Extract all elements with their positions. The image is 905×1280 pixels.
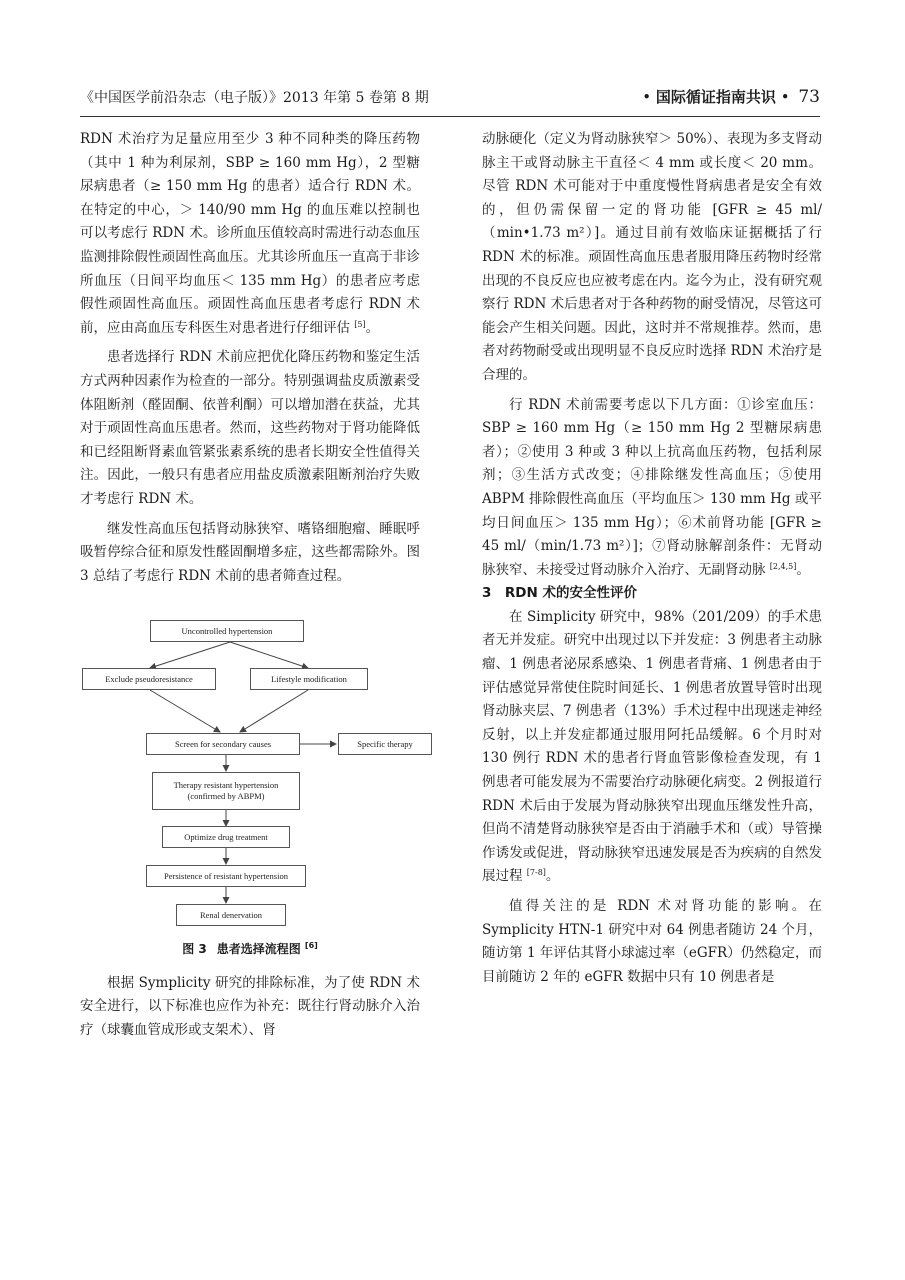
right-column — [482, 128, 822, 989]
resistant-line-1: Therapy resistant hypertension — [173, 780, 279, 791]
caption-text: 患者选择流程图 — [216, 942, 301, 957]
running-header — [80, 88, 820, 114]
resistant-line-2: (confirmed by ABPM) — [187, 791, 265, 802]
right-p3-end: 。 — [545, 868, 560, 885]
left-paragraph-1 — [80, 128, 420, 340]
section-heading-3: 3 RDN 术的安全性评价 — [482, 585, 637, 602]
left-paragraph-2: 患者选择行 RDN 术前应把优化降压药物和鉴定生活方式两种因素作为检查的一部分。特别强调盐皮质激素受体阻断剂（醛固酮、依普利酮）可以增加潜在获益，尤其对于顽固性高血压患者。然而，这些药物对于肾功能降低和已经阻断肾素血管紧张素系统的患者长期安全性值得关注。因此，一般只有患者应用盐皮质激素阻断剂治疗失败才考虑行 RDN 术。 — [80, 349, 420, 507]
left-p1-end: 。 — [365, 319, 380, 336]
caption-ref: [6] — [304, 941, 318, 951]
header-bullet-2: • — [780, 88, 790, 106]
left-p1-text: RDN 术治疗为足量应用至少 3 种不同种类的降压药物（其中 1 种为利尿剂，SBP ≥ 160 mm Hg），2 型糖尿病患者（≥ 150 mm Hg 的患者）适合行 RDN 术。在特定的中心，＞ 140/90 mm Hg 的血压难以控制也可以考虑行 RDN 术。诊所血压值较高时需进行动态血压监测排除假性顽固性高血压。尤其诊所血压一直高于非诊所血压（日间平均血压＜ 135 mm Hg）的患者应考虑假性顽固性高血压。顽固性高血压患者考虑行 RDN 术前，应由高血压专科医生对患者进行仔细评估 — [80, 131, 420, 336]
right-p3-text: 在 Simplicity 研究中，98%（201/209）的手术患者无并发症。研究中出现过以下并发症：3 例患者主动脉瘤、1 例患者泌尿系感染、1 例患者背痛、1 例患者由于评估感觉异常使住院时间延长、1 例患者放置导管时出现肾动脉夹层、7 例患者（13%）手术过程中出现迷走神经反射，以上并发症都通过服用阿托品缓解。6 个月时对 130 例行 RDN 术的患者行肾血管影像检查发现，有 1 例患者可能发展为不需要治疗动脉硬化病变。2 例报道行 RDN 术后由于发展为肾动脉狭窄出现血压继发性升高，但尚不清楚肾动脉狭窄是否由于消融手术和（或）导管操作诱发或促进，肾动脉狭窄迅速发展是否为疾病的自然发展过程 — [482, 608, 822, 885]
header-bullet: • — [642, 88, 652, 106]
ref-2-4-5: [2,4,5] — [769, 561, 797, 571]
right-paragraph-2 — [482, 394, 822, 583]
box-therapy-resistant — [152, 772, 300, 810]
ref-5: [5] — [354, 319, 366, 329]
journal-citation: 《中国医学前沿杂志（电子版）》2013 年第 5 卷第 8 期 — [80, 90, 429, 106]
box-renal-denervation: Renal denervation — [176, 904, 286, 926]
right-paragraph-4: 值得关注的是 RDN 术对肾功能的影响。在 Symplicity HTN-1 研究中对 64 例患者随访 24 个月，随访第 1 年评估其肾小球滤过率（eGFR）仍然稳定，而目前随访 2 年的 eGFR 数据中只有 10 例患者是 — [482, 898, 822, 985]
figure-caption — [80, 938, 420, 962]
box-screen-secondary-causes: Screen for secondary causes — [146, 733, 300, 755]
box-persistence: Persistence of resistant hypertension — [146, 865, 306, 887]
header-rule — [80, 116, 820, 117]
box-uncontrolled-hypertension: Uncontrolled hypertension — [150, 620, 304, 642]
right-p2-text: 行 RDN 术前需要考虑以下几方面：①诊室血压：SBP ≥ 160 mm Hg（≥ 150 mm Hg 2 型糖尿病患者）；②使用 3 种或 3 种以上抗高血压药物，包括利尿剂；③生活方式改变；④排除继发性高血压；⑤使用 ABPM 排除假性高血压（平均血压＞ 130 mm Hg 或平均日间血压＞ 135 mm Hg）；⑥术前肾功能 [GFR ≥ 45 ml/（min/1.73 m²）]；⑦肾动脉解剖条件：无肾动脉狭窄、未接受过肾动脉介入治疗、无副肾动脉 — [482, 396, 822, 578]
left-column — [80, 128, 420, 1043]
section-header — [642, 86, 820, 108]
ref-7-8: [7-8] — [526, 868, 546, 878]
right-p2-end: 。 — [796, 561, 810, 578]
box-lifestyle-modification: Lifestyle modification — [250, 668, 368, 690]
left-paragraph-3: 继发性高血压包括肾动脉狭窄、嗜铬细胞瘤、睡眠呼吸暂停综合征和原发性醛固酮增多症，这些都需除外。图 3 总结了考虑行 RDN 术前的患者筛查过程。 — [80, 520, 420, 584]
box-specific-therapy: Specific therapy — [338, 733, 432, 755]
box-optimize-drug: Optimize drug treatment — [162, 826, 290, 848]
right-paragraph-3 — [482, 606, 822, 889]
box-exclude-pseudoresistance: Exclude pseudoresistance — [82, 668, 216, 690]
page-number: 73 — [798, 87, 820, 107]
right-paragraph-1: 动脉硬化（定义为肾动脉狭窄＞ 50%）、表现为多支肾动脉主干或肾动脉主干直径＜ 4 mm 或长度＜ 20 mm。尽管 RDN 术可能对于中重度慢性肾病患者是安全有效的，但仍需保留一定的肾功能 [GFR ≥ 45 ml/（min•1.73 m²）]。通过目前有效临床证据概括了行 RDN 术的标准。顽固性高血压患者服用降压药物时经常出现的不良反应也应被考虑在内。迄今为止，没有研究观察行 RDN 术后患者对于各种药物的耐受情况，尽管这可能会产生相关问题。因此，这时并不常规推荐。然而，患者对药物耐受或出现明显不良反应时选择 RDN 术治疗是合理的。 — [482, 131, 822, 383]
flowchart-figure — [80, 602, 420, 932]
left-paragraph-4: 根据 Symplicity 研究的排除标准，为了使 RDN 术安全进行，以下标准也应作为补充：既往行肾动脉介入治疗（球囊血管成形或支架术）、肾 — [80, 974, 420, 1039]
caption-label: 图 3 — [182, 942, 207, 957]
section-name: 国际循证指南共识 — [655, 88, 776, 106]
